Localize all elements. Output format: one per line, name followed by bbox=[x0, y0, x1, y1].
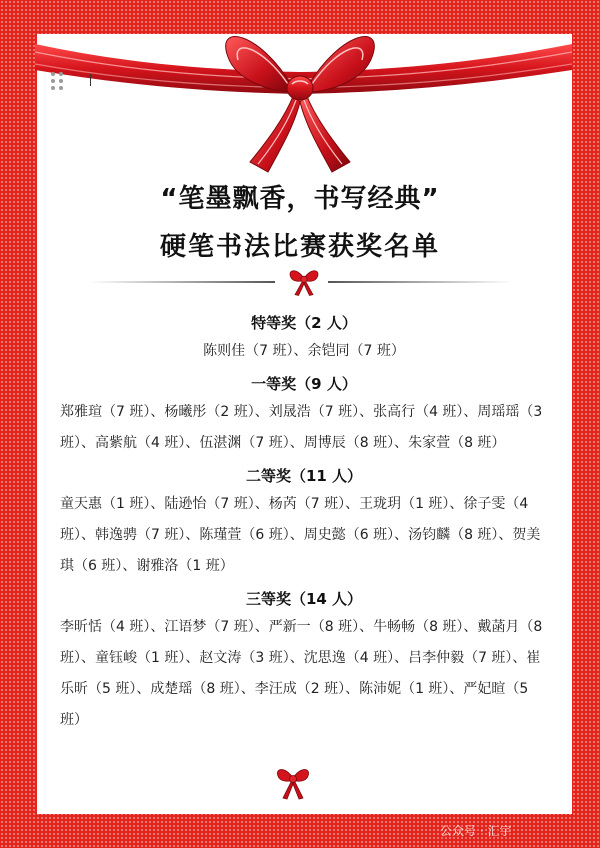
winner-names: 李昕恬（4 班）、江语梦（7 班）、严新一（8 班）、牛畅畅（8 班）、戴菡月（8 班）、童钰峻（1 班）、赵文涛（3 班）、沈思逸（4 班）、吕李仲毅（7 班）、崔乐昕（5 班）、成楚瑶（8 班）、李汪成（2 班）、陈沛妮（1 班）、严妃暄（5 班） bbox=[60, 619, 543, 728]
award-section-first bbox=[60, 371, 548, 459]
award-section-second bbox=[60, 463, 548, 582]
small-bow-icon bbox=[286, 264, 322, 300]
title-line-2: 硬笔书法比赛获奖名单 bbox=[159, 232, 440, 262]
winner-names: 童天惠（1 班）、陆逊怡（7 班）、杨芮（7 班）、王珑玥（1 班）、徐子雯（4 班）、韩逸骋（7 班）、陈瑾萱（6 班）、周史懿（6 班）、汤钧麟（8 班）、贺美琪（6 班）、谢雅洛（1 班） bbox=[60, 496, 541, 574]
divider-left bbox=[90, 281, 275, 283]
drag-handle-icon[interactable] bbox=[51, 72, 63, 90]
section-heading: 三等奖（14 人） bbox=[245, 590, 363, 608]
award-section-third bbox=[60, 586, 548, 736]
award-section-special bbox=[60, 310, 548, 367]
watermark-text: 公众号 · 汇宇 bbox=[440, 824, 512, 838]
winner-names: 郑雅瑄（7 班）、杨曦彤（2 班）、刘晟浩（7 班）、张高行（4 班）、周瑶瑶（3 班）、高紫航（4 班）、伍湛渊（7 班）、周博辰（8 班）、朱家萱（8 班） bbox=[60, 404, 543, 451]
section-heading: 特等奖（2 人） bbox=[251, 314, 357, 332]
bottom-bow-icon bbox=[273, 762, 313, 802]
text-cursor bbox=[90, 74, 91, 86]
divider-right bbox=[328, 281, 513, 283]
section-heading: 二等奖（11 人） bbox=[245, 467, 363, 485]
section-heading: 一等奖（9 人） bbox=[251, 375, 357, 393]
title-line-1: “笔墨飘香，书写经典” bbox=[160, 184, 440, 214]
winner-names: 陈则佳（7 班）、余铠同（7 班） bbox=[203, 343, 405, 359]
ribbon-bow-decoration bbox=[0, 22, 600, 182]
award-list bbox=[60, 306, 548, 736]
